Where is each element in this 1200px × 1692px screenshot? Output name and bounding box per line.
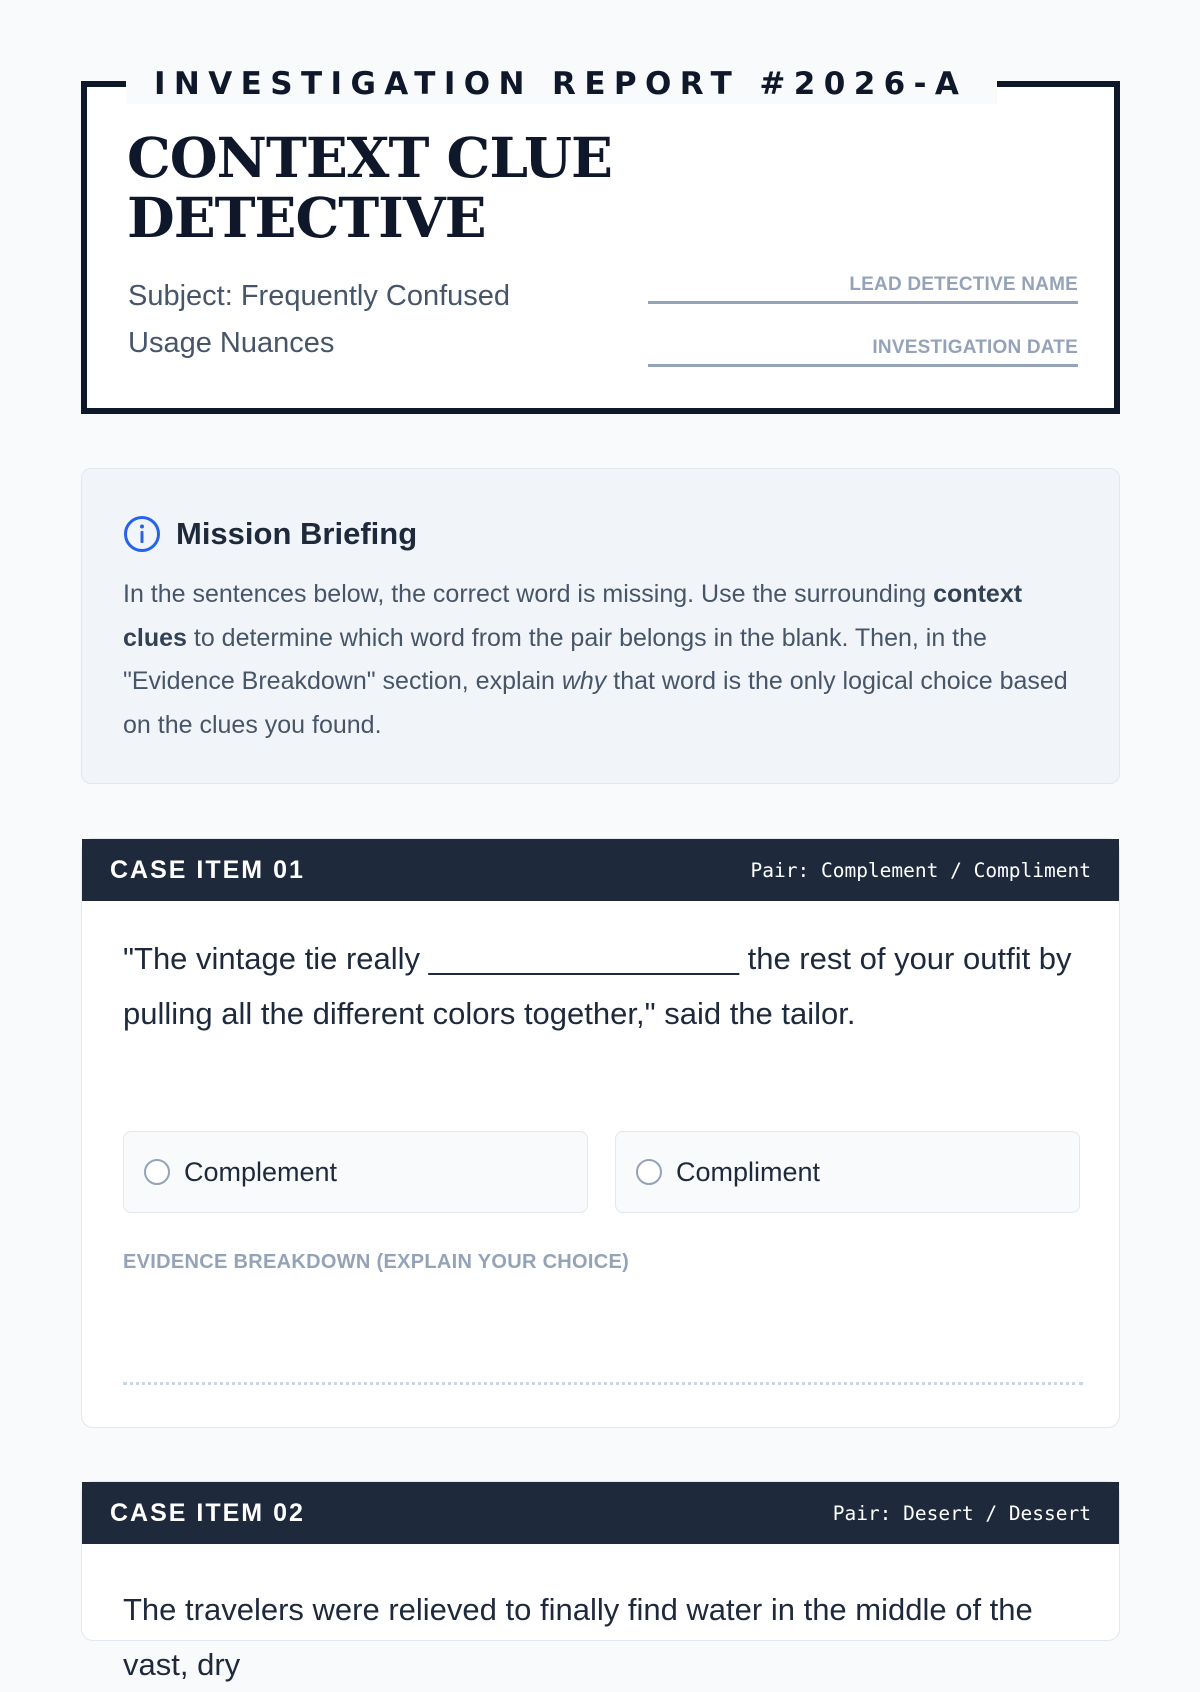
briefing-text-emphasis: why: [561, 667, 607, 695]
case-word-pair: Pair: Desert / Dessert: [832, 1501, 1091, 1525]
evidence-breakdown-input[interactable]: [123, 1285, 1083, 1385]
evidence-breakdown-label: EVIDENCE BREAKDOWN (EXPLAIN YOUR CHOICE): [123, 1251, 630, 1273]
report-subject: Subject: Frequently Confused Usage Nuances: [128, 280, 511, 359]
info-icon: [123, 515, 161, 553]
case-header: [82, 1482, 1119, 1544]
briefing-text-part-1: In the sentences below, the correct word is missing. Use the surrounding: [123, 580, 934, 608]
case-label: CASE ITEM 02: [110, 1498, 305, 1527]
briefing-text-bold: context clues: [123, 580, 1023, 652]
option-compliment[interactable]: [615, 1131, 1080, 1213]
option-complement[interactable]: [123, 1131, 588, 1213]
radio-button[interactable]: [144, 1159, 170, 1185]
lead-detective-name-label: LEAD DETECTIVE NAME: [849, 274, 1078, 295]
briefing-text: [123, 573, 1083, 747]
briefing-title: Mission Briefing: [176, 516, 418, 551]
case-item-02: [81, 1481, 1120, 1682]
page-title: CONTEXT CLUE DETECTIVE: [127, 125, 612, 250]
option-label: Complement: [184, 1156, 338, 1187]
mission-briefing: [81, 468, 1120, 784]
lead-detective-name-field[interactable]: [648, 274, 1078, 304]
case-label: CASE ITEM 01: [110, 855, 305, 884]
report-tag: INVESTIGATION REPORT #2026-A: [126, 64, 997, 104]
case-sentence: "The vintage tie really __________________ the rest of your outfit by pulling all the different colors together," said the tailor.: [123, 941, 1072, 1031]
option-label: Compliment: [676, 1156, 821, 1187]
case-word-pair: Pair: Complement / Compliment: [750, 858, 1091, 882]
case-header: [82, 839, 1119, 901]
briefing-text-part-2: to determine which word from the pair belongs in the blank. Then, in the "Evidence Breakdown" section, explain: [123, 623, 987, 695]
investigation-date-label: INVESTIGATION DATE: [872, 337, 1078, 358]
case-item-01: [81, 838, 1120, 1428]
case-sentence: The travelers were relieved to finally find water in the middle of the vast, dry: [123, 1592, 1033, 1682]
radio-button[interactable]: [636, 1159, 662, 1185]
briefing-header: [123, 515, 417, 553]
investigation-date-field[interactable]: [648, 337, 1078, 367]
briefing-text-part-3: that word is the only logical choice based on the clues you found.: [123, 667, 1068, 739]
